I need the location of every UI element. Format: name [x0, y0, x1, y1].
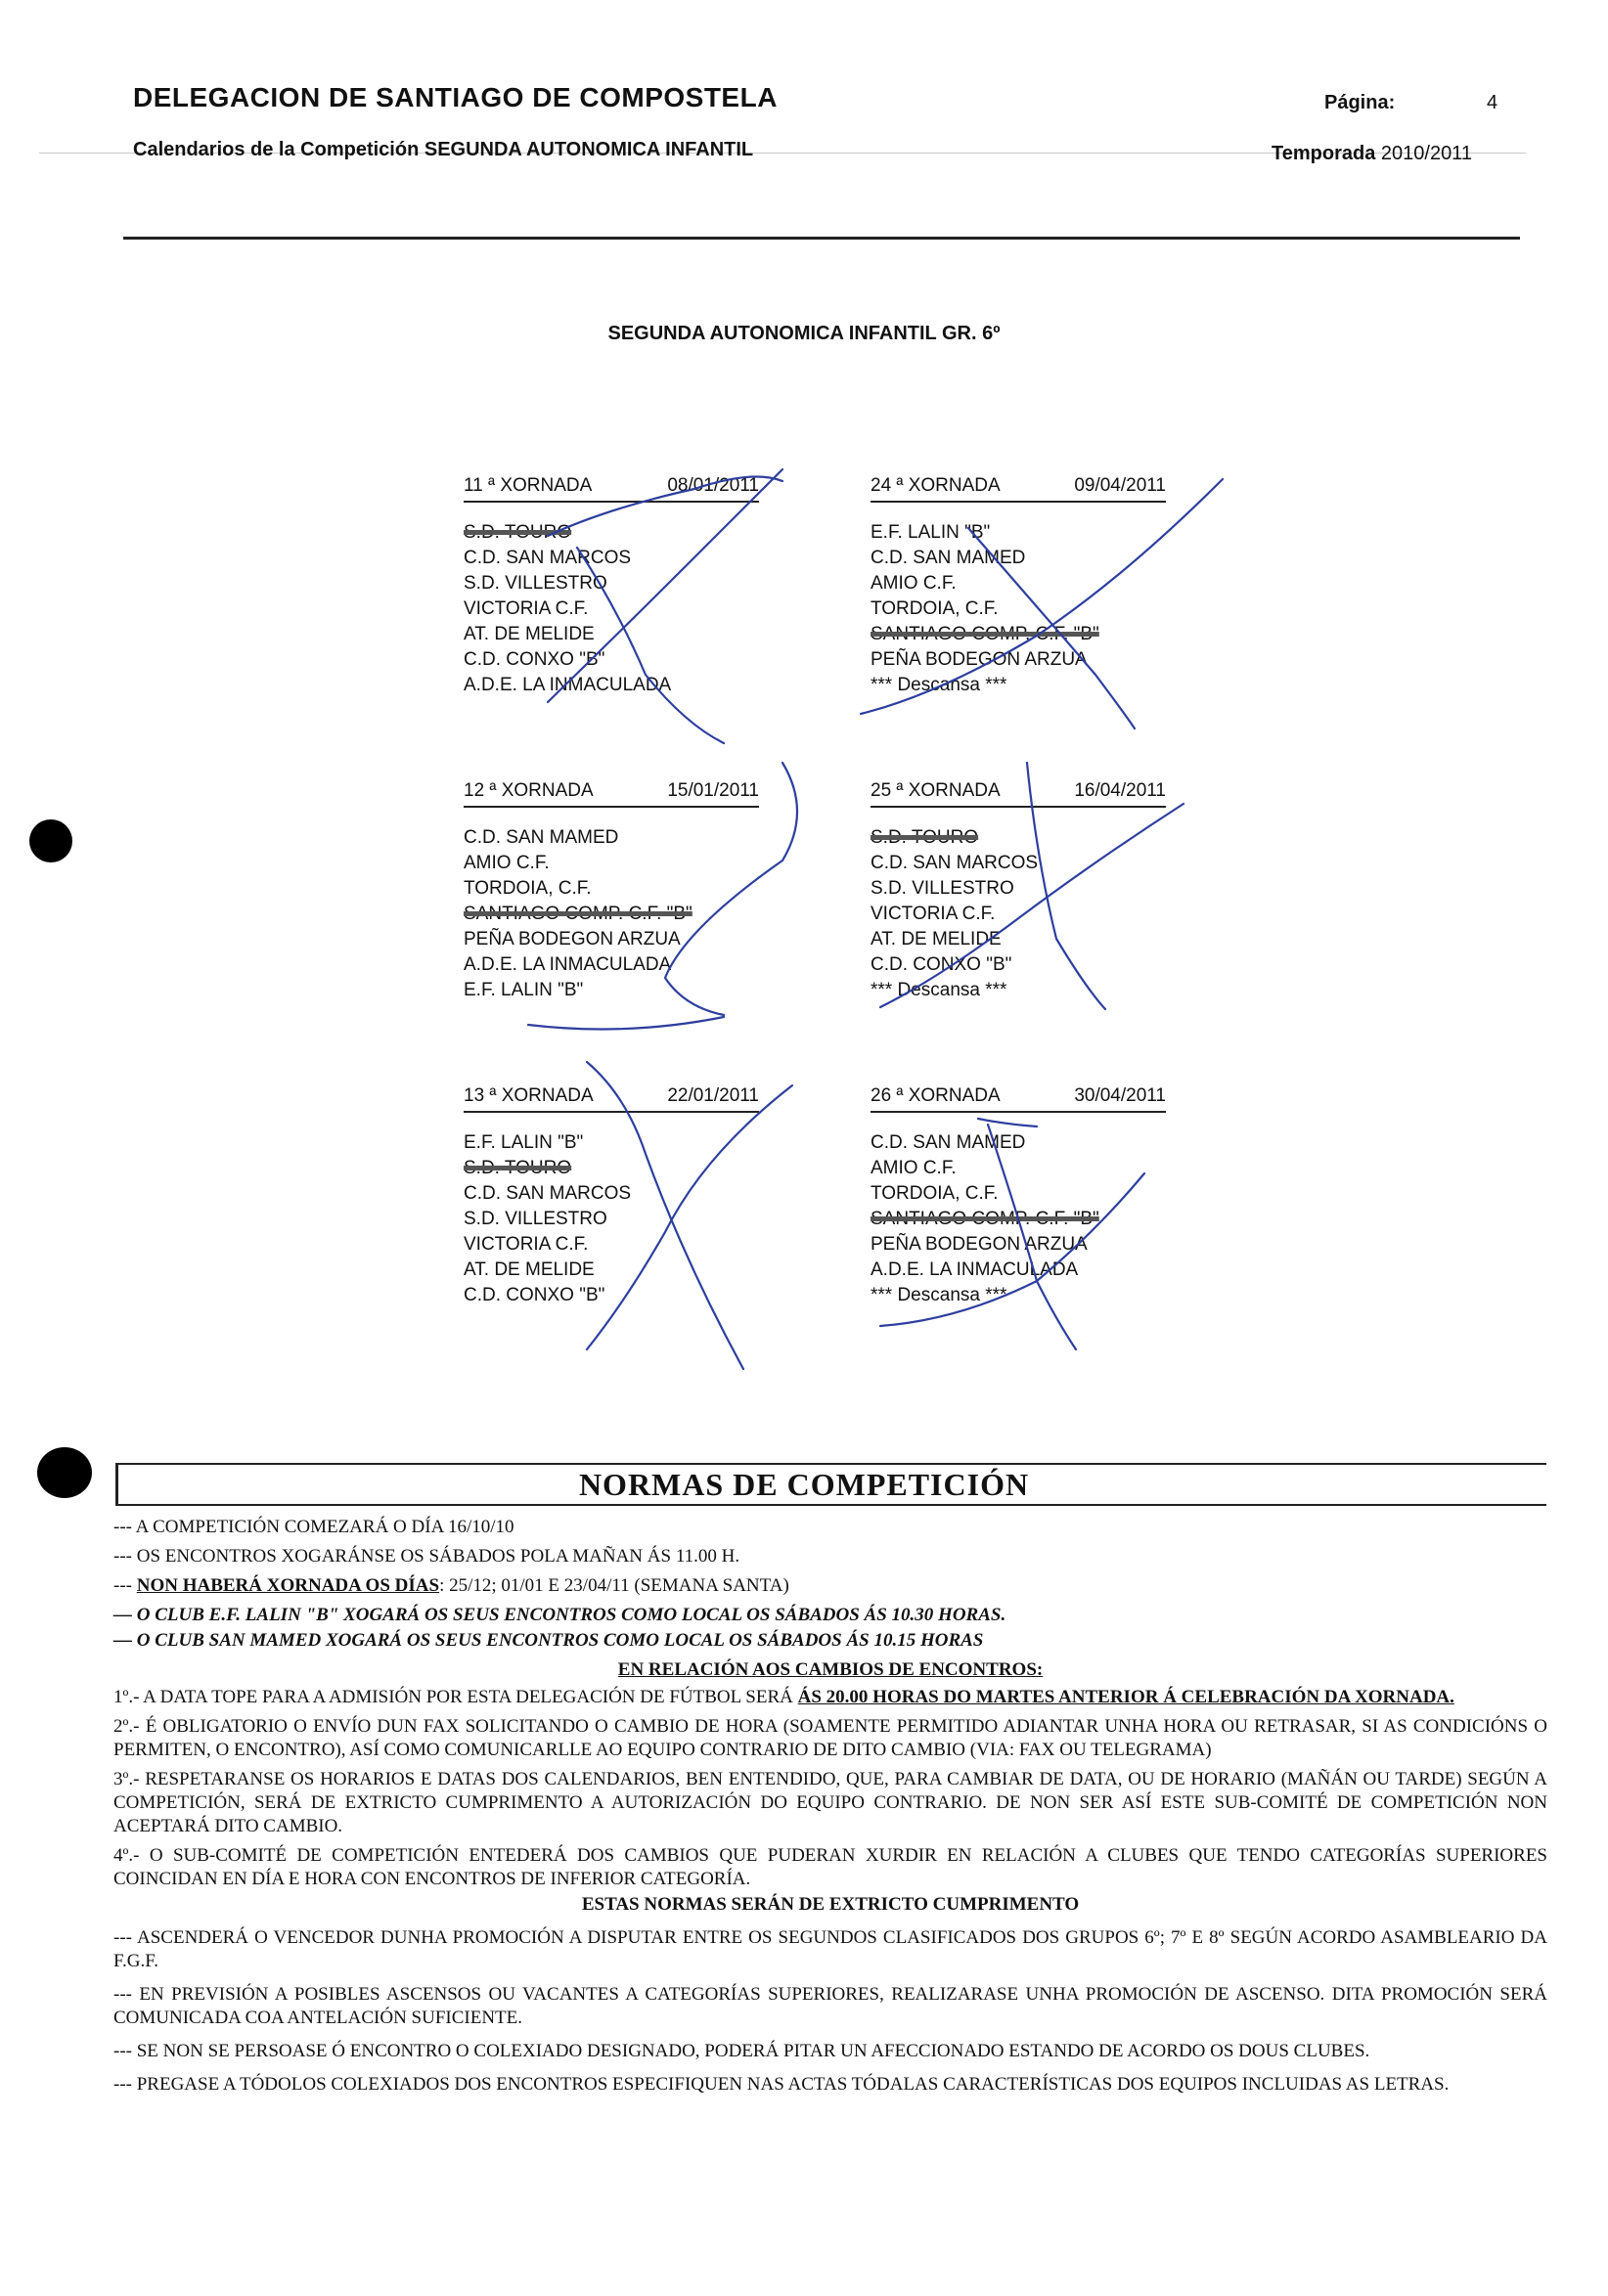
- norm-dates: : 25/12; 01/01 E 23/04/11 (SEMANA SANTA): [439, 1575, 789, 1596]
- round-label: 24 ª XORNADA: [871, 475, 1001, 496]
- team-row: *** Descansa ***: [871, 1285, 1007, 1305]
- team-row: AT. DE MELIDE: [871, 929, 1002, 949]
- subtitle-prefix: Calendarios de la Competición: [133, 139, 420, 160]
- round-header: [464, 1083, 759, 1113]
- changes-heading: EN RELACIÓN AOS CAMBIOS DE ENCONTROS:: [617, 1659, 1044, 1680]
- team-row: AT. DE MELIDE: [464, 624, 595, 644]
- round-13: [464, 1083, 759, 1308]
- team-row: C.D. SAN MARCOS: [871, 853, 1039, 873]
- norms-body: [113, 1516, 1547, 2102]
- team-row: E.F. LALIN "B": [464, 980, 584, 1000]
- team-row: C.D. CONXO "B": [464, 649, 605, 670]
- team-row: S.D. VILLESTRO: [464, 1209, 607, 1229]
- team-row: VICTORIA C.F.: [871, 904, 996, 924]
- team-row: AT. DE MELIDE: [464, 1259, 595, 1280]
- norm-paragraph: 3º.- RESPETARANSE OS HORARIOS E DATAS DOS CALENDARIOS, BEN ENTENDIDO, QUE, PARA CAMBIAR DE DATA, OU DE HORARIO (MAÑÁN OU TARDE) SEGÚN A COMPETICIÓN, SERÁ DE EXTRICTO CUMPRIMENTO A AUTORIZACIÓN DO EQUIPO CONTRARIO. DE NON SER ASÍ ESTE SUB-COMITÉ DE COMPETICIÓN NON ACEPTARÁ DITO CAMBIO.: [113, 1769, 1547, 1836]
- round-date: 15/01/2011: [667, 780, 759, 801]
- team-row: E.F. LALIN "B": [871, 522, 991, 543]
- team-row: VICTORIA C.F.: [464, 1234, 589, 1255]
- team-row: *** Descansa ***: [871, 675, 1007, 695]
- norm-line: — O CLUB E.F. LALIN "B" XOGARÁ OS SEUS ENCONTROS COMO LOCAL OS SÁBADOS ÁS 10.30 HORAS.: [113, 1605, 1006, 1625]
- round-12: [464, 778, 759, 1003]
- season-label: Temporada: [1272, 143, 1376, 164]
- norm-p1-deadline: ÁS 20.00 HORAS DO MARTES ANTERIOR Á CELEBRACIÓN DA XORNADA.: [797, 1687, 1454, 1707]
- season: [1272, 143, 1472, 165]
- team-row: A.D.E. LA INMACULADA: [464, 675, 672, 695]
- round-header: [464, 778, 759, 808]
- team-row: PEÑA BODEGON ARZUA: [871, 1234, 1088, 1255]
- round-25: [871, 778, 1166, 1003]
- team-row: C.D. SAN MAMED: [871, 548, 1026, 568]
- team-row: C.D. SAN MAMED: [871, 1132, 1026, 1153]
- norms-title: NORMAS DE COMPETICIÓN: [578, 1467, 1030, 1502]
- norm-line: [113, 1574, 1547, 1598]
- team-row: C.D. CONXO "B": [871, 954, 1012, 975]
- round-26: [871, 1083, 1166, 1308]
- group-title: SEGUNDA AUTONOMICA INFANTIL GR. 6º: [607, 323, 1001, 344]
- round-label: 26 ª XORNADA: [871, 1085, 1001, 1106]
- team-row: TORDOIA, C.F.: [871, 598, 999, 619]
- round-header: [871, 473, 1166, 503]
- norm-extra: --- SE NON SE PERSOASE Ó ENCONTRO O COLEXIADO DESIGNADO, PODERÁ PITAR UN AFECCIONADO ESTANDO DE ACORDO OS DOUS CLUBES.: [113, 2041, 1370, 2061]
- team-row: S.D. TOURO: [464, 522, 572, 543]
- round-header: [871, 778, 1166, 808]
- team-row: S.D. VILLESTRO: [464, 573, 607, 594]
- round-header: [464, 473, 759, 503]
- norm-line: --- A COMPETICIÓN COMEZARÁ O DÍA 16/10/10: [113, 1517, 514, 1537]
- round-label: 12 ª XORNADA: [464, 780, 594, 801]
- pen-stroke: [528, 1017, 724, 1030]
- team-row: AMIO C.F.: [871, 1158, 957, 1178]
- page-label: Página:: [1324, 92, 1396, 113]
- team-row: TORDOIA, C.F.: [464, 878, 592, 899]
- team-row: C.D. CONXO "B": [464, 1285, 605, 1305]
- norm-extra: --- EN PREVISIÓN A POSIBLES ASCENSOS OU VACANTES A CATEGORÍAS SUPERIORES, REALIZARASE UNHA PROMOCIÓN DE ASCENSO. DITA PROMOCIÓN SERÁ COMUNICADA COA ANTELACIÓN SUFICIENTE.: [113, 1984, 1547, 2028]
- team-row: A.D.E. LA INMACULADA: [871, 1259, 1079, 1280]
- team-row: S.D. TOURO: [871, 827, 979, 848]
- round-date: 08/01/2011: [667, 475, 759, 496]
- team-row: *** Descansa ***: [871, 980, 1007, 1000]
- team-row: TORDOIA, C.F.: [871, 1183, 999, 1204]
- norm-paragraph: 4º.- O SUB-COMITÉ DE COMPETICIÓN ENTEDERÁ DOS CAMBIOS QUE PUDERAN XURDIR EN RELACIÓN A CLUBES QUE TENDO CATEGORÍAS SUPERIORES COINCIDAN EN DÍA E HORA CON ENCONTROS DE INFERIOR CATEGORÍA.: [113, 1845, 1547, 1889]
- team-row: VICTORIA C.F.: [464, 598, 589, 619]
- norm-extra: --- ASCENDERÁ O VENCEDOR DUNHA PROMOCIÓN A DISPUTAR ENTRE OS SEGUNDOS CLASIFICADOS DOS GRUPOS 6º; 7º E 8º SEGÚN ACORDO ASAMBLEARIO DA F.G.F.: [113, 1927, 1547, 1971]
- header-title: DELEGACION DE SANTIAGO DE COMPOSTELA: [133, 82, 778, 112]
- strict-heading: ESTAS NORMAS SERÁN DE EXTRICTO CUMPRIMENTO: [581, 1894, 1080, 1915]
- team-row: AMIO C.F.: [871, 573, 957, 594]
- team-row: S.D. TOURO: [464, 1158, 572, 1178]
- season-value: 2010/2011: [1380, 143, 1472, 164]
- team-row: SANTIAGO COMP. C.F. "B": [871, 1209, 1099, 1229]
- team-row: A.D.E. LA INMACULADA: [464, 954, 672, 975]
- round-date: 22/01/2011: [667, 1085, 759, 1106]
- round-label: 11 ª XORNADA: [464, 475, 593, 496]
- team-row: SANTIAGO COMP. C.F. "B": [871, 624, 1099, 644]
- round-11: [464, 473, 759, 698]
- team-row: C.D. SAN MAMED: [464, 827, 619, 848]
- norm-paragraph: 2º.- É OBLIGATORIO O ENVÍO DUN FAX SOLICITANDO O CAMBIO DE HORA (SOAMENTE PERMITIDO ADIANTAR UNHA HORA OU RETRASAR, SI AS CONDICIÓNS O PERMITEN, O ENCONTRO), ASÍ COMO COMUNICARLLE AO EQUIPO CONTRARIO DE DITO CAMBIO (VIA: FAX OU TELEGRAMA): [113, 1716, 1547, 1760]
- team-row: PEÑA BODEGON ARZUA: [464, 929, 681, 949]
- round-label: 13 ª XORNADA: [464, 1085, 594, 1106]
- subtitle-competition: SEGUNDA AUTONOMICA INFANTIL: [424, 139, 754, 160]
- team-row: PEÑA BODEGON ARZUA: [871, 649, 1088, 670]
- norm-line: --- OS ENCONTROS XOGARÁNSE OS SÁBADOS POLA MAÑAN ÁS 11.00 H.: [113, 1546, 740, 1567]
- norm-extra: --- PREGASE A TÓDOLOS COLEXIADOS DOS ENCONTROS ESPECIFIQUEN NAS ACTAS TÓDALAS CARACTERÍSTICAS DOS EQUIPOS INCLUIDAS AS LETRAS.: [113, 2074, 1450, 2095]
- round-date: 16/04/2011: [1074, 780, 1166, 801]
- round-date: 09/04/2011: [1074, 475, 1166, 496]
- norm-line: — O CLUB SAN MAMED XOGARÁ OS SEUS ENCONTROS COMO LOCAL OS SÁBADOS ÁS 10.15 HORAS: [113, 1630, 984, 1651]
- page-number: 4: [1487, 92, 1498, 113]
- team-row: AMIO C.F.: [464, 853, 550, 873]
- norm-no-matchday: NON HABERÁ XORNADA OS DÍAS: [136, 1575, 440, 1596]
- round-24: [871, 473, 1166, 698]
- punch-hole: [29, 819, 72, 862]
- team-row: SANTIAGO COMP. C.F. "B": [464, 904, 692, 924]
- norm-prefix: ---: [113, 1575, 132, 1596]
- header-rule: [123, 237, 1520, 240]
- team-row: C.D. SAN MARCOS: [464, 1183, 632, 1204]
- team-row: E.F. LALIN "B": [464, 1132, 584, 1153]
- team-row: S.D. VILLESTRO: [871, 878, 1014, 899]
- round-label: 25 ª XORNADA: [871, 780, 1001, 801]
- round-header: [871, 1083, 1166, 1113]
- norm-p1: 1º.- A DATA TOPE PARA A ADMISIÓN POR ESTA DELEGACIÓN DE FÚTBOL SERÁ: [113, 1687, 793, 1707]
- team-row: C.D. SAN MARCOS: [464, 548, 632, 568]
- norm-paragraph: [113, 1686, 1547, 1709]
- header-subtitle: [133, 139, 753, 161]
- round-date: 30/04/2011: [1074, 1085, 1166, 1106]
